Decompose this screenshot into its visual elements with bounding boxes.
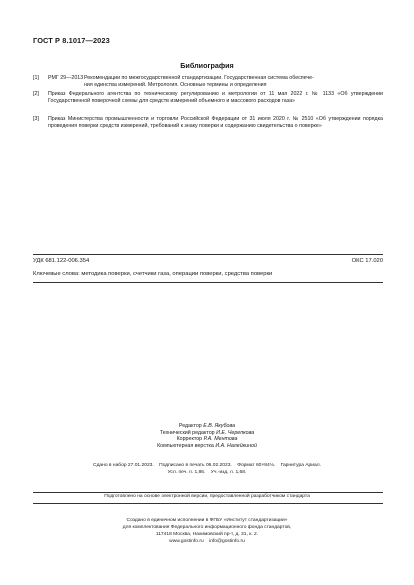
entry-text: Приказ Федерального агентства по техническому регулированию и метрологии от 11 мая 2022 г. № 1133 «Об утверждении Государственной поверочной схемы для средств измерений объемного и массового расходов газа» (48, 91, 383, 105)
entry-number: [3] (33, 116, 39, 122)
editor-name: Е.В. Якубова (203, 423, 236, 429)
tech-editor-label: Технический редактор (159, 429, 215, 436)
divider (33, 282, 383, 283)
layout-name: И.А. Налейкиной (215, 442, 257, 449)
editor-label: Редактор (178, 423, 202, 429)
divider (33, 503, 383, 504)
imprint-line: Усл. печ. л. 1,86. Уч.-изд. л. 1,68. (167, 470, 247, 475)
corrector-name: Р.А. Ментова (203, 436, 238, 442)
tech-editor-name: И.Е. Черепкова (216, 429, 255, 436)
staff-list (0, 423, 414, 449)
publisher-contacts: www.gostinfo.ru info@gostinfo.ru (169, 539, 245, 544)
udk-code: УДК 681.122-006.354 (33, 258, 90, 264)
entry-text: Приказ Министерства промышленности и торговли Российской Федерации от 31 июля 2020 г. № 2510 «Об утверждении порядка проведения поверки средств измерений, требований к знаку поверки и содержанию свидетельства о поверке» (48, 116, 383, 130)
publisher-address: 117418 Москва, Нахимовский пр-т, д. 31, к. 2. (155, 532, 259, 537)
bibliography-entry (33, 75, 383, 89)
layout-label: Компьютерная верстка (157, 442, 214, 449)
publisher-line: Создано в единичном исполнении в ФГБУ «Институт стандартизации» (126, 518, 288, 523)
bibliography-entry (33, 116, 383, 130)
entry-number: [2] (33, 91, 39, 97)
entry-number: [1] (33, 75, 39, 81)
divider (33, 492, 383, 493)
corrector-label: Корректор (176, 436, 203, 442)
entry-text: Рекомендации по межгосударственной стандартизации. Государственная система обеспече- (84, 75, 314, 81)
bibliography-title: Библиография (180, 61, 234, 70)
imprint-line: Сдано в набор 27.01.2023. Подписано в печать 06.02.2023. Формат 60×84⅛. Гарнитура Ариал. (93, 463, 321, 468)
entry-prefix: РМГ 29—2013 (48, 75, 84, 81)
oks-code: ОКС 17.020 (351, 258, 383, 264)
preparation-note: Подготовлено на основе электронной версии, предоставленной разработчиком стандарта (104, 494, 310, 499)
document-code: ГОСТ Р 8.1017—2023 (33, 36, 110, 45)
bibliography-entry (33, 91, 383, 105)
keywords: Ключевые слова: методика поверки, счетчики газа, операции поверки, средства поверки (33, 271, 273, 277)
entry-text-continued: ния единства измерений. Метрология. Основные термины и определения (84, 82, 267, 89)
divider (33, 254, 383, 255)
publisher-line: для комплектования Федерального информационного фонда стандартов, (122, 525, 292, 530)
